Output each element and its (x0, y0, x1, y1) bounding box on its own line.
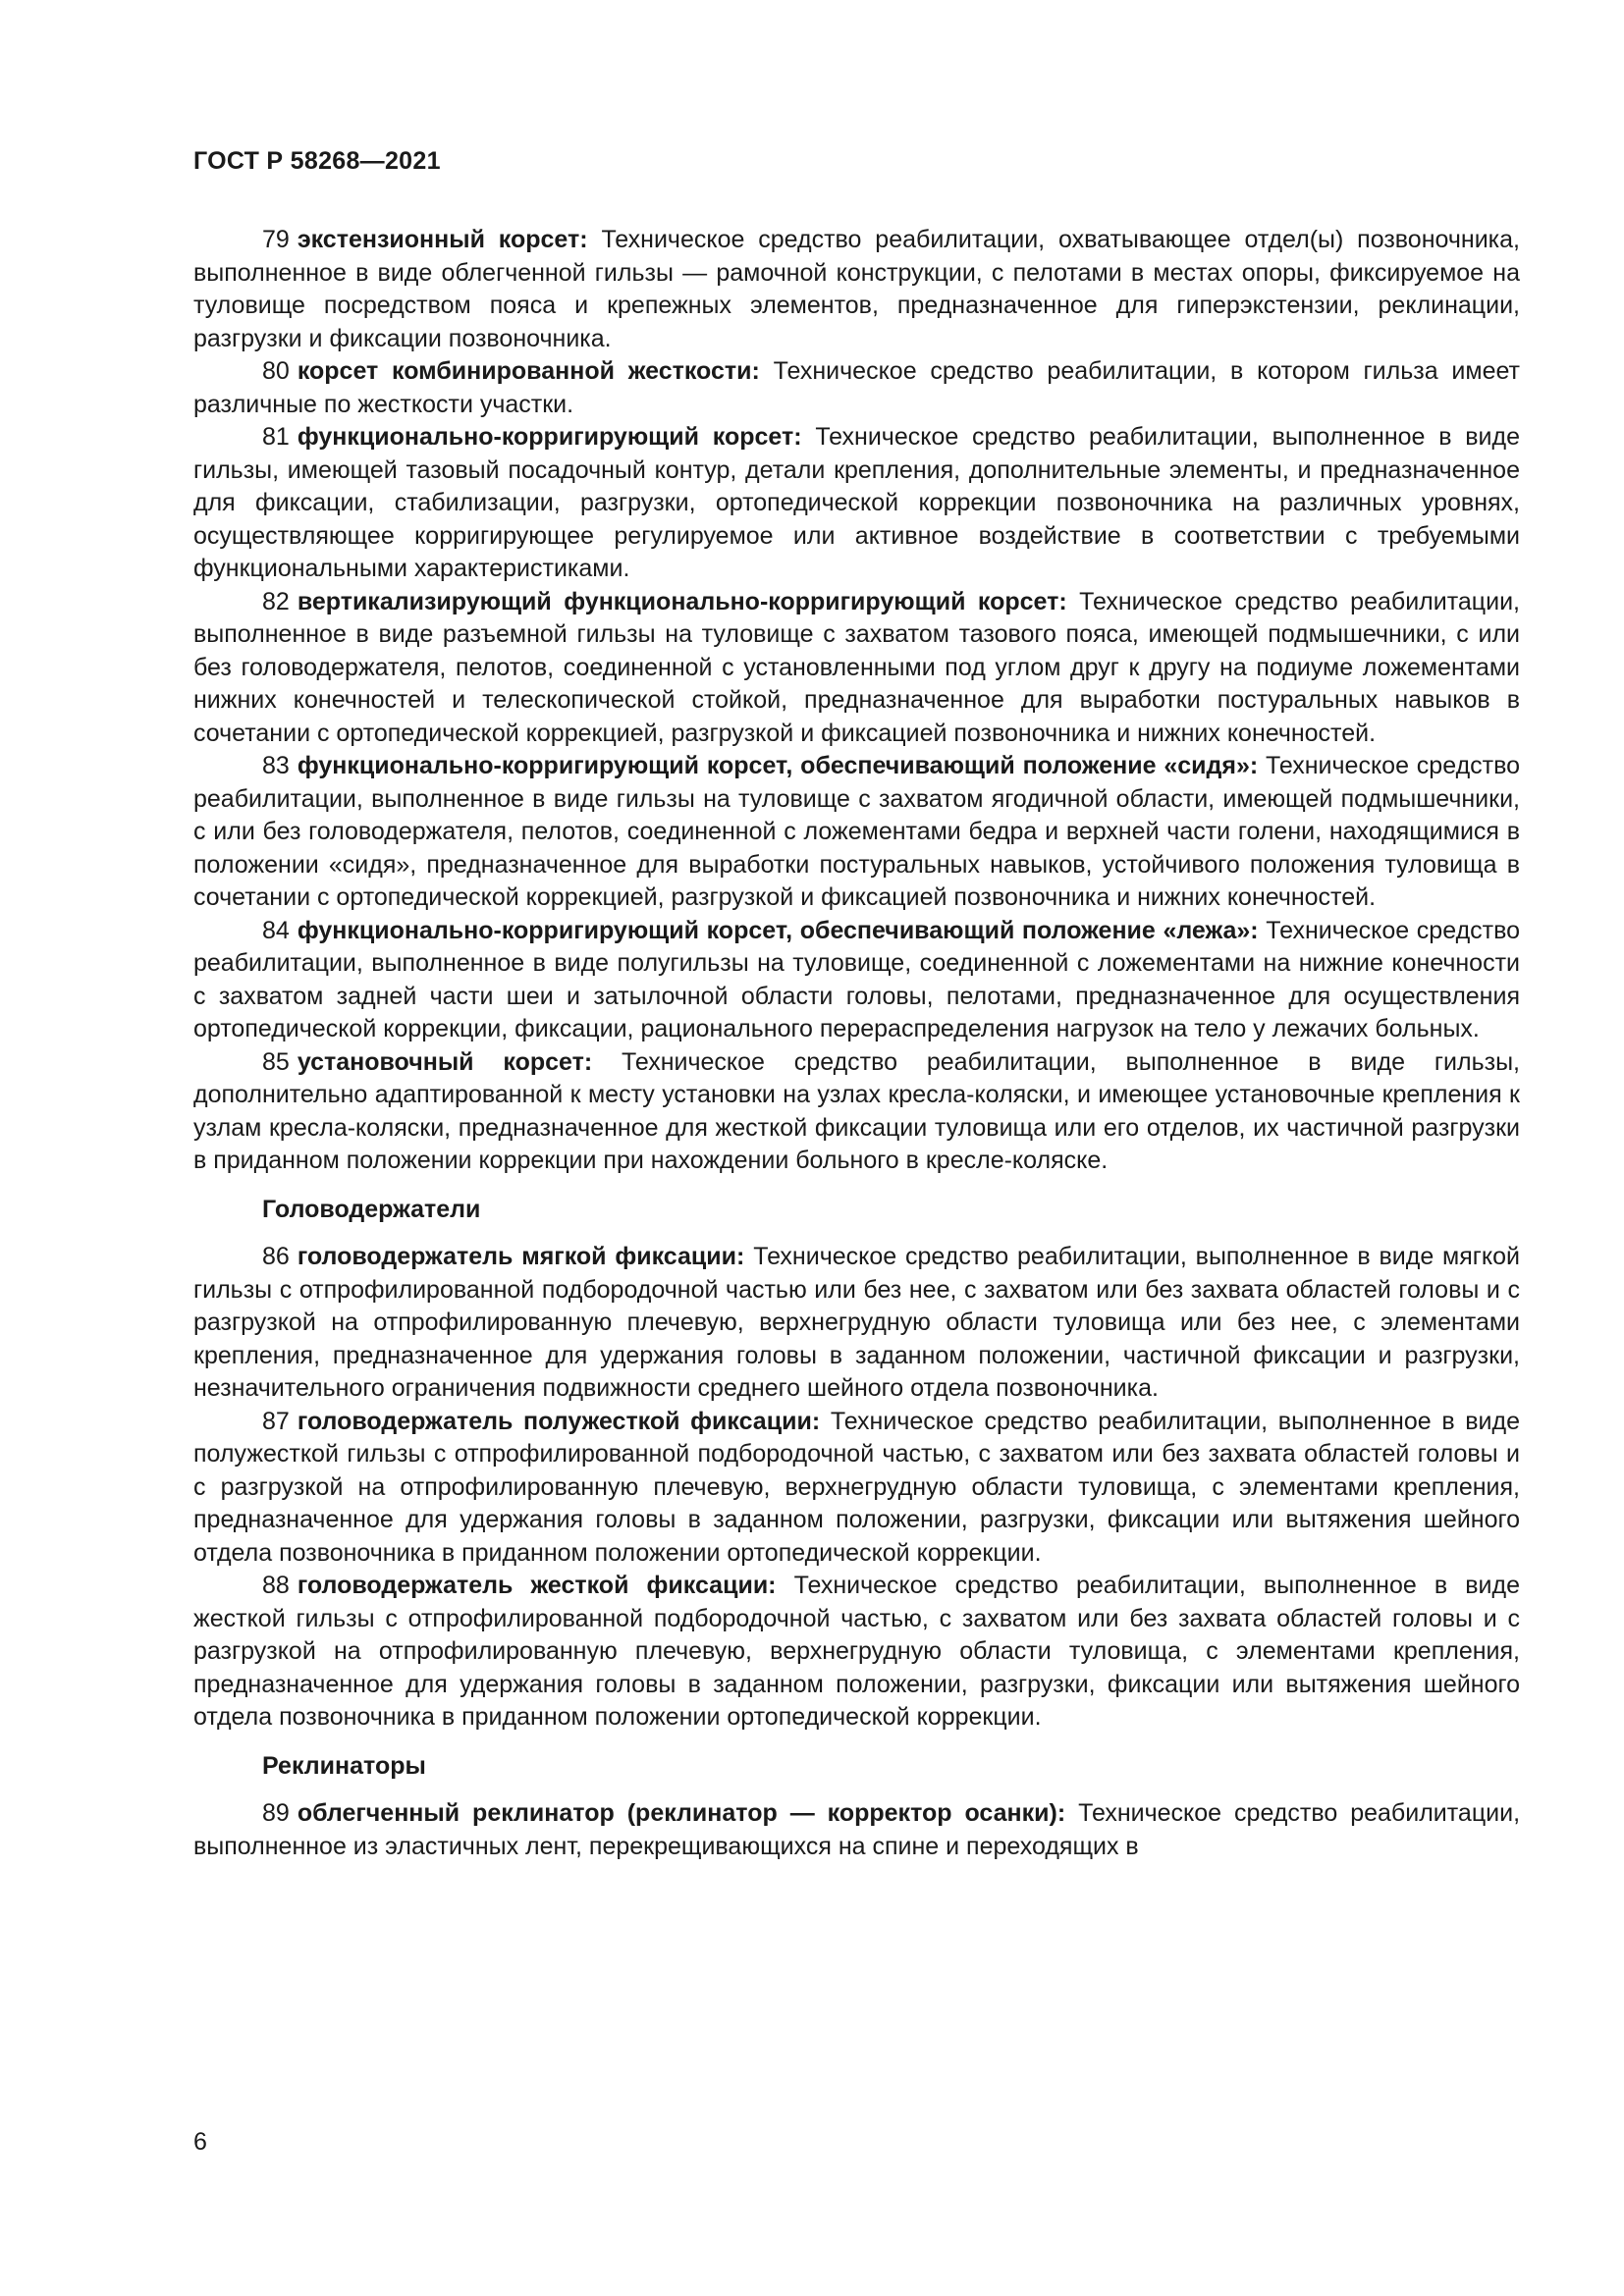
term-entry (193, 915, 1520, 1046)
entry-term: установочный корсет: (297, 1047, 593, 1076)
entry-number: 80 (262, 357, 290, 385)
entry-definition: Техническое средство реабилитации, выполненное в виде гильзы, дополнительно адаптированной к месту установки на узлах кресла-коляски, и имеющее установочные крепления к узлам кресла-коляски, предназначенное для жесткой фиксации туловища или его отделов, их частичной разгрузки в приданном положении коррекции при нахождении больного в кресле-коляске. (193, 1047, 1520, 1174)
entry-term: корсет комбинированной жесткости: (297, 357, 760, 385)
entry-term: облегченный реклинатор (реклинатор — корректор осанки): (297, 1799, 1066, 1827)
entry-term: вертикализирующий функционально-корригирующий корсет: (297, 587, 1067, 615)
entry-definition: Техническое средство реабилитации, выполненное в виде полужесткой гильзы с отпрофилированной подбородочной частью, с захватом или без захвата областей головы и с разгрузкой на отпрофилированную плечевую, верхнегрудную области туловища, с элементами крепления, предназначенное для удержания головы в заданном положении, разгрузки, фиксации или вытяжения шейного отдела позвоночника в приданном положении ортопедической коррекции. (193, 1407, 1521, 1567)
entry-definition: Техническое средство реабилитации, выполненное из эластичных лент, перекрещивающихся на спине и переходящих в (193, 1799, 1521, 1860)
term-entry (193, 421, 1520, 586)
entry-term: функционально-корригирующий корсет: (297, 423, 802, 451)
term-entry (193, 1241, 1520, 1406)
entry-definition: Техническое средство реабилитации, выполненное в виде разъемной гильзы на туловище с захватом тазового пояса, имеющей подмышечники, с или без головодержателя, пелотов, соединенной с установленными под углом друг к другу на подиуме ложементами нижних конечностей и телескопической стойкой, предназначенное для выработки постуральных навыков в сочетании с ортопедической коррекцией, разгрузкой и фиксацией позвоночника и нижних конечностей. (193, 587, 1520, 747)
entry-number: 89 (262, 1799, 290, 1827)
entry-definition: Техническое средство реабилитации, выполненное в виде гильзы, имеющей тазовый посадочный контур, детали крепления, дополнительные элементы, и предназначенное для фиксации, стабилизации, разгрузки, ортопедической коррекции позвоночника на различных уровнях, осуществляющее корригирующее регулируемое или активное воздействие в соответствии с требуемыми функциональными характеристиками. (193, 423, 1520, 582)
entry-term: экстензионный корсет: (297, 226, 588, 253)
entry-number: 79 (262, 226, 290, 253)
term-entry (193, 1797, 1520, 1863)
entry-number: 82 (262, 587, 290, 615)
entry-number: 86 (262, 1243, 290, 1270)
entry-term: головодержатель жесткой фиксации: (297, 1572, 777, 1599)
entry-definition: Техническое средство реабилитации, в котором гильза имеет различные по жесткости участки. (193, 357, 1521, 418)
term-entry (193, 355, 1520, 421)
document-body (193, 224, 1520, 1863)
entry-definition: Техническое средство реабилитации, выполненное в виде жесткой гильзы с отпрофилированной подбородочной частью, с захватом или без захвата областей головы и с разгрузкой на отпрофилированную плечевую, верхнегрудную области туловища, с элементами крепления, предназначенное для удержания головы в заданном положении, разгрузки, фиксации или вытяжения шейного отдела позвоночника в приданном положении ортопедической коррекции. (193, 1572, 1520, 1731)
entry-term: головодержатель полужесткой фиксации: (297, 1407, 821, 1435)
entry-number: 87 (262, 1407, 290, 1435)
entry-term: функционально-корригирующий корсет, обеспечивающий положение «сидя»: (297, 752, 1259, 779)
entry-number: 88 (262, 1572, 290, 1599)
entry-number: 81 (262, 423, 290, 451)
entry-definition: Техническое средство реабилитации, выполненное в виде гильзы на туловище с захватом ягодичной области, имеющей подмышечники, с или без головодержателя, пелотов, соединенной с ложементами бедра и верхней части голени, находящимися в положении «сидя», предназначенное для выработки постуральных навыков, устойчивого положения туловища в сочетании с ортопедической коррекцией, разгрузкой и фиксацией позвоночника и нижних конечностей. (193, 752, 1521, 911)
entry-definition: Техническое средство реабилитации, охватывающее отдел(ы) позвоночника, выполненное в виде облегченной гильзы — рамочной конструкции, с пелотами в местах опоры, фиксируемое на туловище посредством пояса и крепежных элементов, предназначенное для гиперэкстензии, реклинации, разгрузки и фиксации позвоночника. (193, 226, 1520, 352)
term-entry (193, 1046, 1520, 1178)
section-heading-reclinators: Реклинаторы (262, 1751, 426, 1780)
entry-definition: Техническое средство реабилитации, выполненное в виде полугильзы на туловище, соединенной с ложементами на нижние конечности с захватом задней части шеи и затылочной области головы, пелотами, предназначенное для осуществления ортопедической коррекции, фиксации, рационального перераспределения нагрузок на тело у лежачих больных. (193, 916, 1521, 1042)
term-entry (193, 1570, 1520, 1735)
term-entry (193, 1406, 1520, 1571)
section-heading-head-holders: Головодержатели (262, 1195, 481, 1223)
entry-definition: Техническое средство реабилитации, выполненное в виде мягкой гильзы с отпрофилированной подбородочной частью или без нее, с захватом или без захвата областей головы и с разгрузкой на отпрофилированную плечевую, верхнегрудную области туловища или без нее, с элементами крепления, предназначенное для удержания головы в заданном положении, частичной фиксации и разгрузки, незначительного ограничения подвижности среднего шейного отдела позвоночника. (193, 1243, 1520, 1402)
entry-term: головодержатель мягкой фиксации: (297, 1243, 745, 1270)
page-number: 6 (193, 2128, 207, 2156)
document-code-header: ГОСТ Р 58268—2021 (193, 147, 441, 175)
entry-number: 85 (262, 1047, 290, 1076)
term-entry (193, 586, 1520, 751)
entry-number: 84 (262, 916, 290, 944)
entry-term: функционально-корригирующий корсет, обеспечивающий положение «лежа»: (297, 916, 1259, 944)
entry-number: 83 (262, 752, 290, 779)
term-entry (193, 750, 1520, 915)
term-entry (193, 224, 1520, 355)
